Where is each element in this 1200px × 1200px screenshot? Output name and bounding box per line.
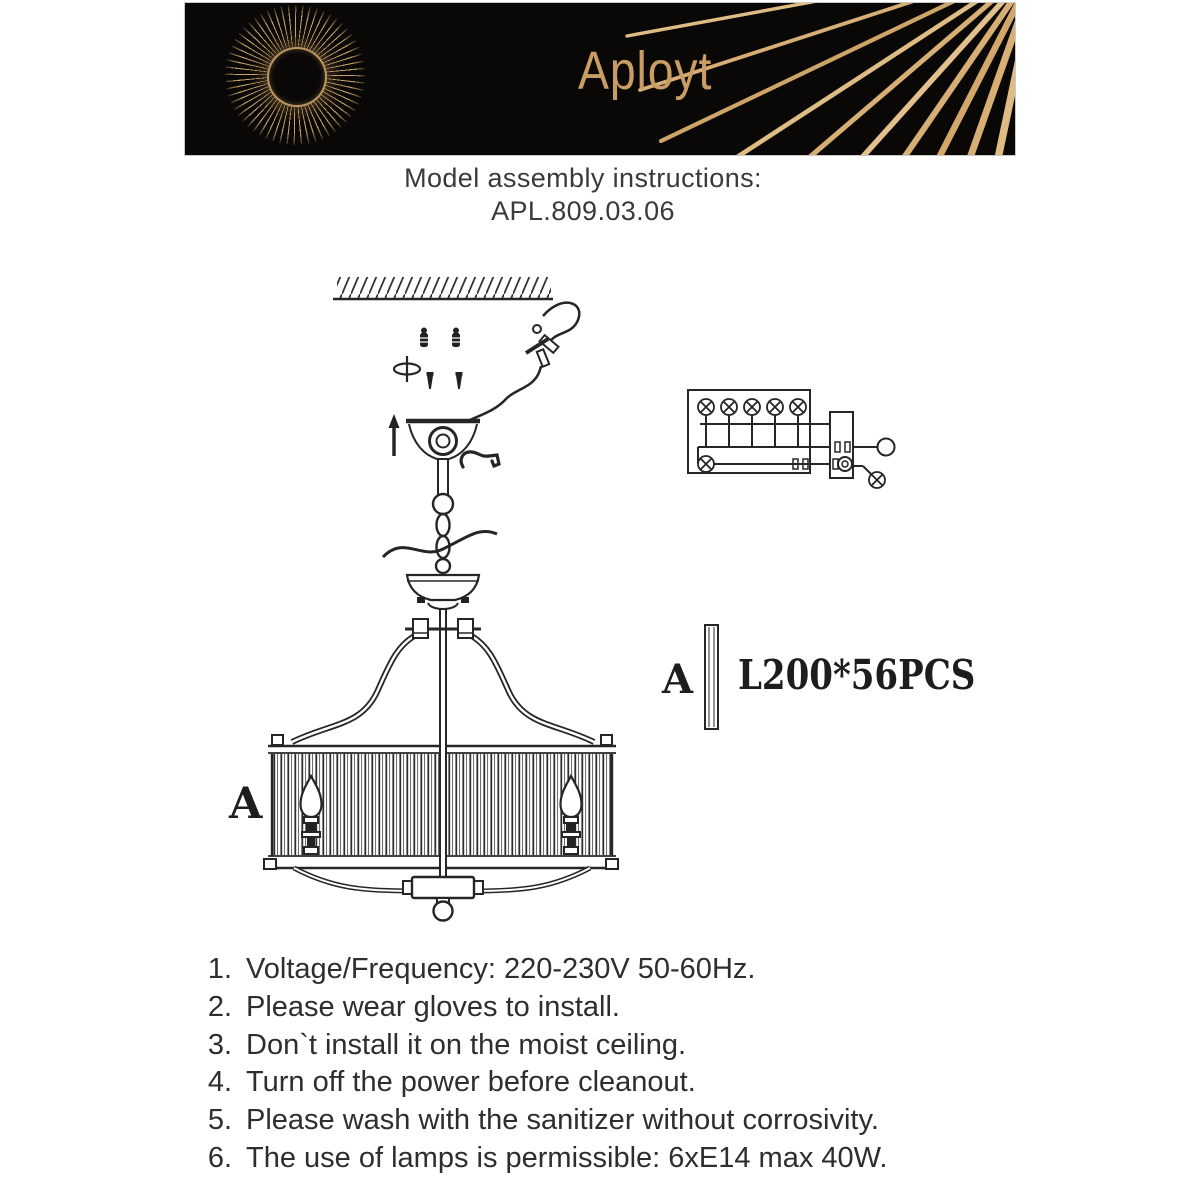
instruction-item [196, 989, 1036, 1027]
instruction-item [196, 1102, 1036, 1140]
instruction-text: Please wash with the sanitizer without corrosivity. [246, 1104, 879, 1137]
instruction-number: 1. [207, 953, 232, 985]
instruction-item [196, 1064, 1036, 1102]
instructions-list [196, 951, 1036, 1178]
instruction-number: 6. [207, 1141, 232, 1174]
instruction-item [196, 951, 1036, 989]
instruction-text: Voltage/Frequency: 220-230V 50-60Hz. [246, 953, 756, 985]
legend-part-label: A [662, 656, 694, 703]
instruction-item [196, 1027, 1036, 1065]
hook-icon [461, 452, 499, 467]
instruction-text: Turn off the power before cleanout. [246, 1066, 696, 1099]
canopy [407, 575, 479, 609]
instruction-number: 5. [207, 1104, 232, 1137]
power-wire [468, 303, 579, 421]
brand-name: Aployt [578, 41, 713, 101]
instruction-item [196, 1140, 1036, 1178]
instruction-text: The use of lamps is permissible: 6xE14 max 40W. [246, 1141, 888, 1174]
legend-crystal-spec: L200*56PCS [738, 651, 976, 699]
wiring-diagram [688, 390, 895, 488]
bottom-assembly [294, 868, 590, 921]
instruction-number: 4. [207, 1066, 232, 1099]
page-title: Model assembly instructions: [404, 163, 762, 193]
part-label-a: A [229, 779, 263, 829]
crystal-rod-legend [705, 625, 718, 729]
instruction-text: Don`t install it on the moist ceiling. [246, 1028, 687, 1061]
hanging-chain [383, 459, 497, 573]
instruction-text: Please wear gloves to install. [246, 990, 620, 1023]
ceiling [333, 277, 553, 299]
instruction-number: 2. [207, 990, 232, 1023]
model-number: APL.809.03.06 [491, 196, 675, 226]
instruction-number: 3. [207, 1028, 232, 1061]
